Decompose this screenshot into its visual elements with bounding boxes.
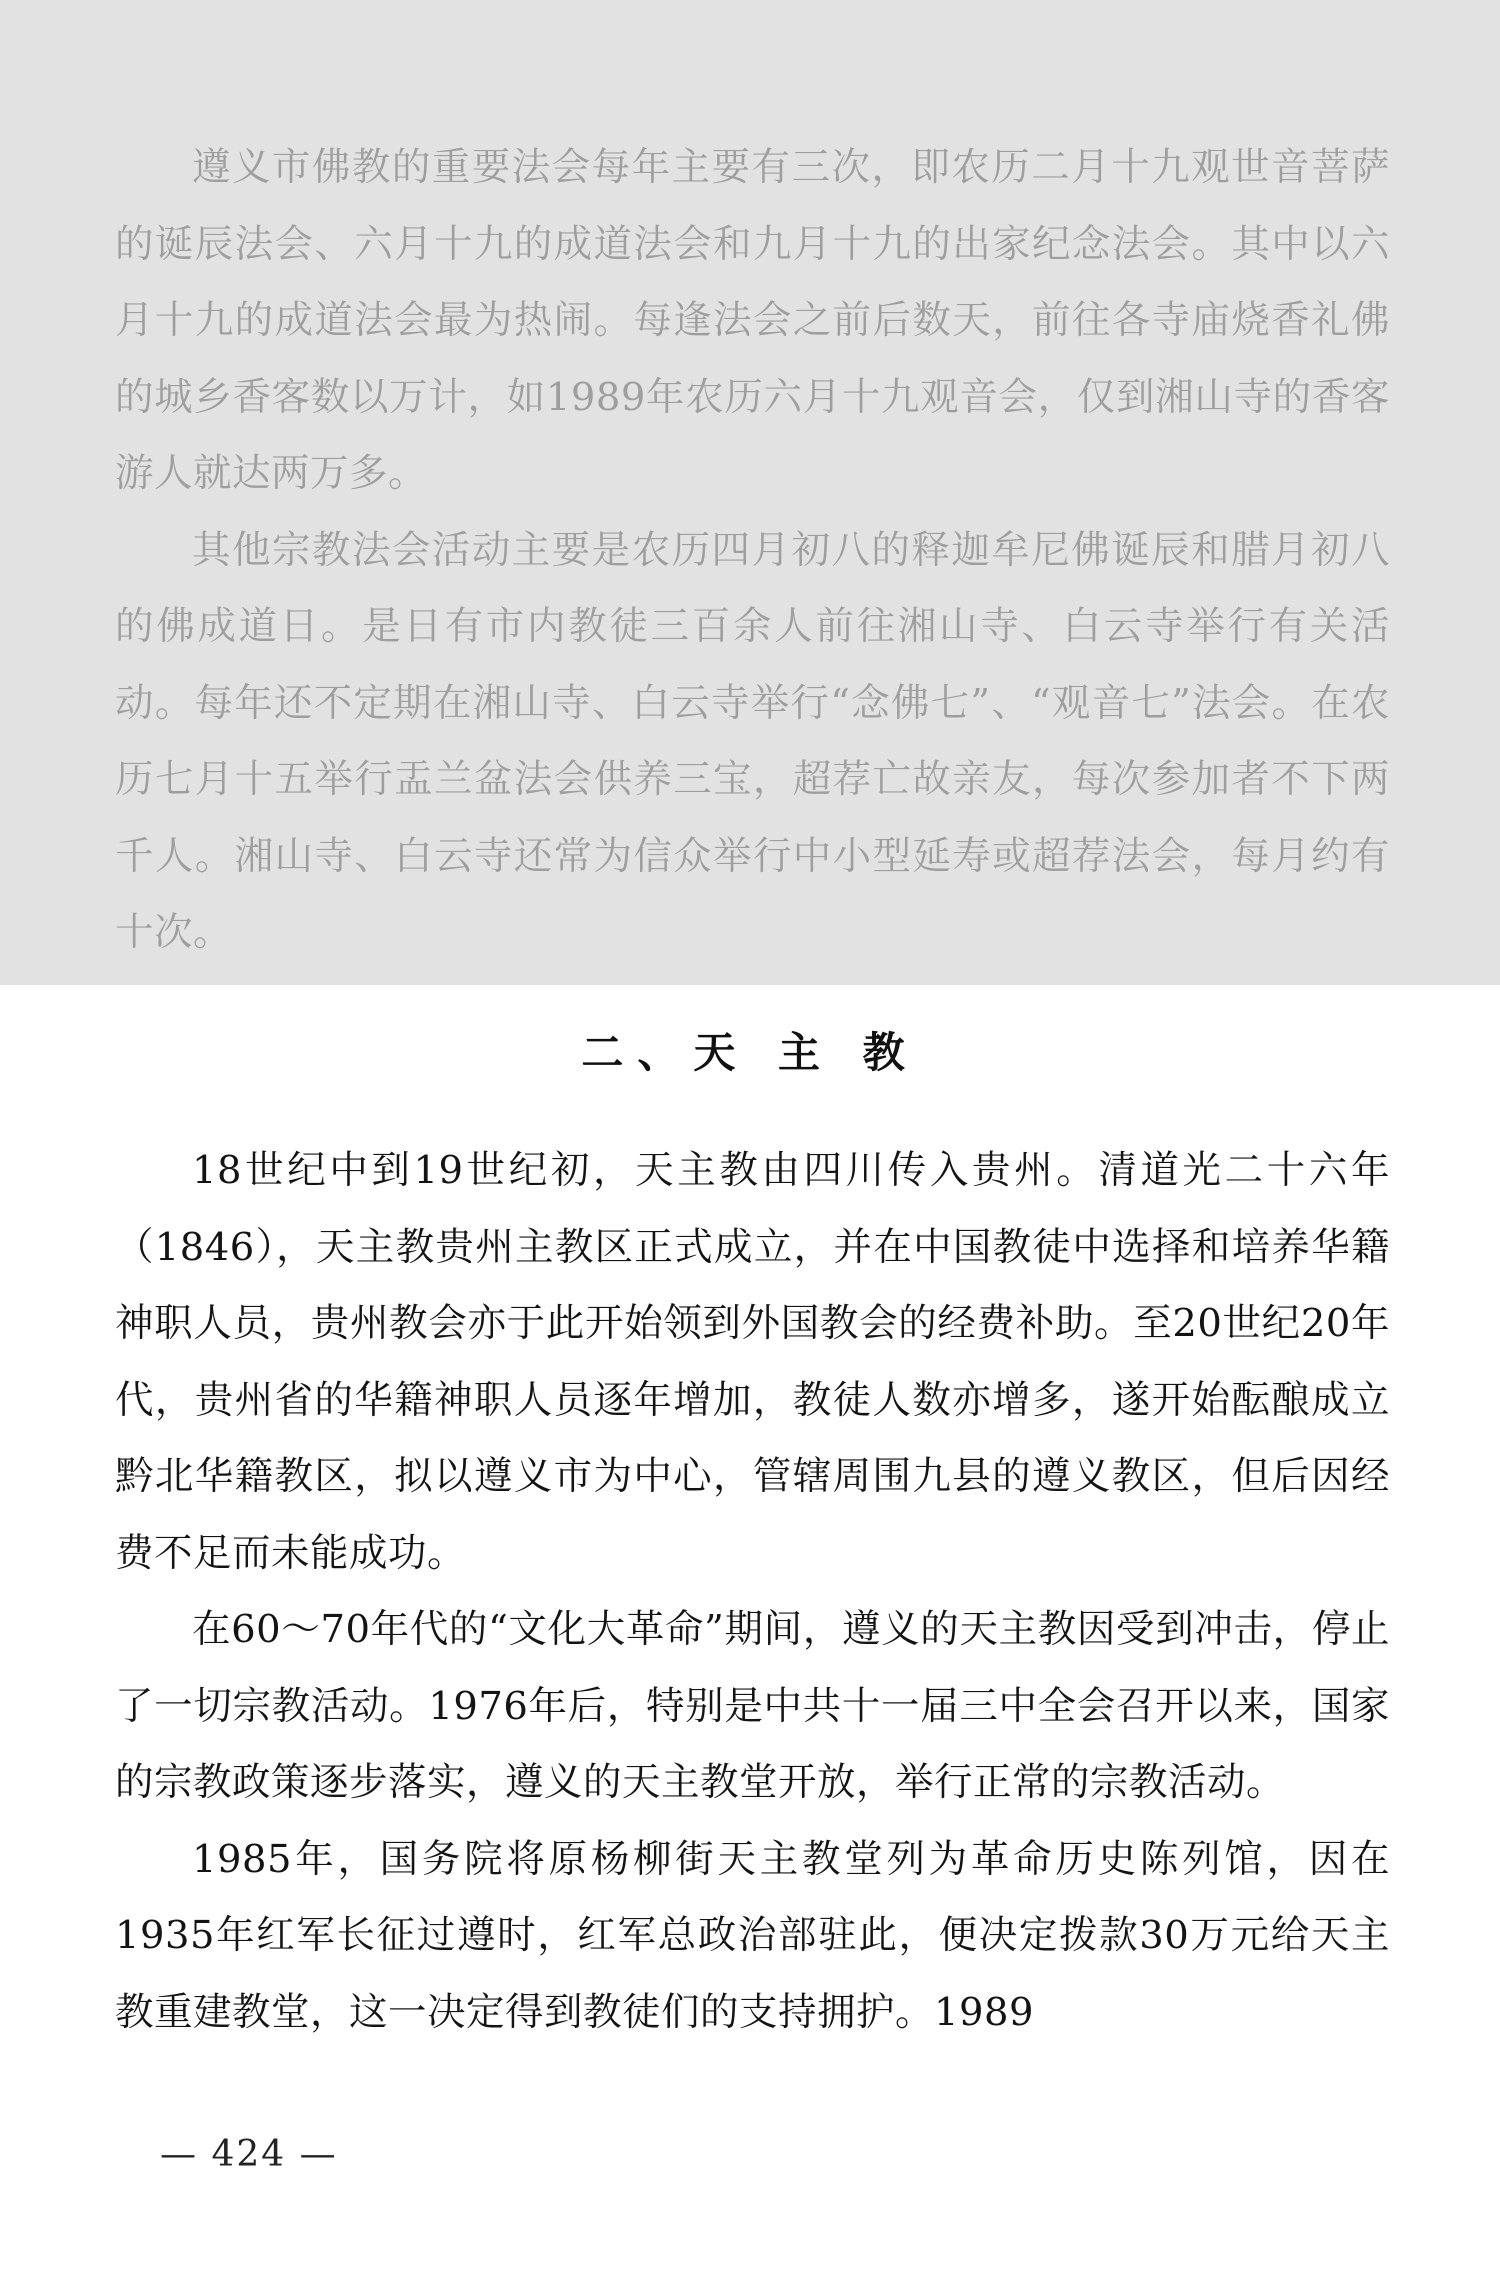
faded-upper-region — [0, 0, 1500, 985]
page-number: — 424 — — [160, 2134, 338, 2175]
main-paragraph-1: 18世纪中到19世纪初，天主教由四川传入贵州。清道光二十六年（1846），天主教贵州主教区正式成立，并在中国教徒中选择和培养华籍神职人员，贵州教会亦于此开始领到外国教会的经费补助。至20世纪20年代，贵州省的华籍神职人员逐年增加，教徒人数亦增多，遂开始酝酿成立黔北华籍教区，拟以遵义市为中心，管辖周围九县的遵义教区，但后因经费不足而未能成功。 — [115, 1148, 1390, 1576]
main-text-block — [115, 1133, 1390, 2051]
section-heading: 二、天 主 教 — [581, 1028, 919, 1077]
faded-paragraph-1: 遵义市佛教的重要法会每年主要有三次，即农历二月十九观世音菩萨的诞辰法会、六月十九的成道法会和九月十九的出家纪念法会。其中以六月十九的成道法会最为热闹。每逢法会之前后数天，前往各寺庙烧香礼佛的城乡香客数以万计，如1989年农历六月十九观音会，仅到湘山寺的香客游人就达两万多。 — [115, 145, 1390, 496]
faded-paragraph-2: 其他宗教法会活动主要是农历四月初八的释迦牟尼佛诞辰和腊月初八的佛成道日。是日有市内教徒三百余人前往湘山寺、白云寺举行有关活动。每年还不定期在湘山寺、白云寺举行“念佛七”、“观音七”法会。在农历七月十五举行盂兰盆法会供养三宝，超荐亡故亲友，每次参加者不下两千人。湘山寺、白云寺还常为信众举行中小型延寿或超荐法会，每月约有十次。 — [115, 527, 1390, 955]
main-paragraph-2: 在60～70年代的“文化大革命”期间，遵义的天主教因受到冲击，停止了一切宗教活动。1976年后，特别是中共十一届三中全会召开以来，国家的宗教政策逐步落实，遵义的天主教堂开放，举行正常的宗教活动。 — [115, 1607, 1390, 1805]
faded-text-block — [115, 130, 1390, 972]
main-paragraph-3: 1985年，国务院将原杨柳街天主教堂列为革命历史陈列馆，因在1935年红军长征过遵时，红军总政治部驻此，便决定拨款30万元给天主教重建教堂，这一决定得到教徒们的支持拥护。1989 — [115, 1836, 1390, 2035]
